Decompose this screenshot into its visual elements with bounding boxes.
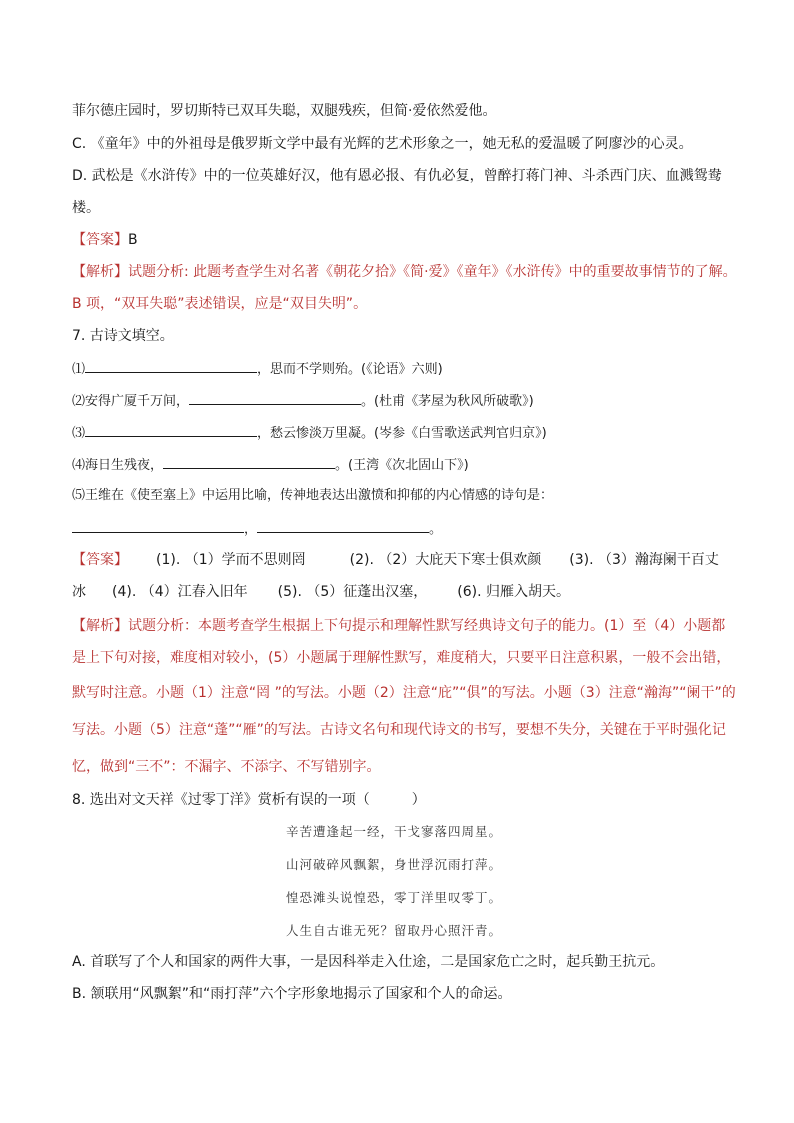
blank-number: ⑴ [72,362,86,377]
q7-answer-line2 [72,582,570,602]
fill-blank[interactable] [163,454,335,469]
blank-number: ⑵ [72,394,86,409]
blank-text: 海日生残夜， [85,458,164,473]
q8-option-b: B. 颔联用“风飘絮”和“雨打萍”六个字形象地揭示了国家和个人的命运。 [72,986,512,1002]
fill-blank[interactable] [189,390,361,405]
q7-answer-line1 [72,550,719,570]
fill-blank[interactable] [72,518,244,533]
blank-text: ， [244,522,258,537]
answer-item-2: (2). （2）大庇天下寒士俱欢颜 [349,552,542,568]
q7-blank-3 [72,422,547,444]
poem-line-2: 山河破碎风飘絮，身世浮沉雨打萍。 [286,857,503,872]
analysis-label: 【解析】 [72,618,128,634]
q7-blank-5-lines [72,518,442,540]
q7-blank-4 [72,454,469,476]
blank-number: ⑶ [72,426,86,441]
answer-item-5: (5). （5）征蓬出汉塞， [277,584,428,600]
q7-blank-2 [72,390,534,412]
answer-label: 【答案】 [72,552,128,568]
q7-analysis-line3: 默写时注意。小题（1）注意“罔 ”的写法。小题（2）注意“庇”“俱”的写法。小题（3）注意“瀚海”“阑干”的 [72,685,736,701]
fill-blank[interactable] [85,358,257,373]
q7-analysis-line4: 写法。小题（5）注意“蓬”“雁”的写法。古诗文名句和现代诗文的书写，要想不失分，关键在于平时强化记 [72,722,726,738]
answer-item-4: (4). （4）江春入旧年 [112,584,248,600]
blank-text: 。(杜甫《茅屋为秋风所破歌》) [361,394,534,409]
answer-item-3-cont: 冰 [72,584,86,600]
q6-option-d-line1: D. 武松是《水浒传》中的一位英雄好汉，他有恩必报、有仇必复，曾醉打蒋门神、斗杀西门庆、血溅鸳鸯 [72,168,722,184]
blank-number: ⑷ [72,458,86,473]
blank-text: ，愁云惨淡万里凝。(岑参《白雪歌送武判官归京》) [257,426,547,441]
blank-text: 。 [429,522,443,537]
q7-blank-5 [72,486,553,506]
analysis-label: 【解析】 [72,264,128,280]
q6-option-c: C. 《童年》中的外祖母是俄罗斯文学中最有光辉的艺术形象之一，她无私的爱温暖了阿廖沙的心灵。 [72,136,693,152]
blank-number: ⑸ [72,488,86,503]
answer-item-6: (6). 归雁入胡天。 [457,584,571,600]
q6-option-d-line2: 楼。 [72,200,100,216]
blank-text: 安得广厦千万间， [85,394,190,409]
q8-option-a: A. 首联写了个人和国家的两件大事，一是因科举走入仕途，二是国家危亡之时，起兵勤王抗元。 [72,954,665,970]
answer-item-3: (3). （3）瀚海阑干百丈 [569,552,719,568]
q7-blank-1 [72,358,443,380]
answer-label: 【答案】 [72,232,128,248]
q7-title: 7. 古诗文填空。 [72,328,174,344]
fill-blank[interactable] [85,422,257,437]
poem-line-3: 惶恐滩头说惶恐，零丁洋里叹零丁。 [286,890,503,905]
q7-analysis-line5: 忆，做到“三不”：不漏字、不添字、不写错别字。 [72,759,381,775]
q6-option-b-continued: 菲尔德庄园时，罗切斯特已双耳失聪，双腿残疾，但简·爱依然爱他。 [72,103,497,119]
poem-line-1: 辛苦遭逢起一经，干戈寥落四周星。 [286,824,503,839]
q6-answer [72,230,138,250]
blank-text: 王维在《使至塞上》中运用比喻，传神地表达出激愤和抑郁的内心情感的诗句是： [85,488,554,503]
analysis-text: 试题分析：本题考查学生根据上下句提示和理解性默写经典诗文句子的能力。(1）至（4）小题都 [128,618,726,634]
q7-analysis-line2: 是上下句对接，难度相对较小，(5）小题属于理解性默写，难度稍大，只要平日注意积累，一般不会出错， [72,650,731,666]
q6-analysis-line2: B 项，“双耳失聪”表述错误，应是“双目失明”。 [72,296,368,312]
analysis-text: 试题分析: 此题考查学生对名著《朝花夕拾》《简·爱》《童年》《水浒传》中的重要故事情节的了解。 [128,264,737,280]
fill-blank[interactable] [257,518,429,533]
q6-analysis-line1 [72,262,737,282]
blank-text: ，思而不学则殆。(《论语》六则) [257,362,443,377]
q8-title: 8. 选出对文天祥《过零丁洋》赏析有误的一项（ ） [72,792,426,808]
poem-line-4: 人生自古谁无死？留取丹心照汗青。 [286,923,503,938]
answer-value: B [128,232,138,248]
q7-analysis-line1 [72,616,725,636]
blank-text: 。(王湾《次北固山下》) [335,458,469,473]
answer-item-1: (1). （1）学而不思则罔 [156,552,306,568]
